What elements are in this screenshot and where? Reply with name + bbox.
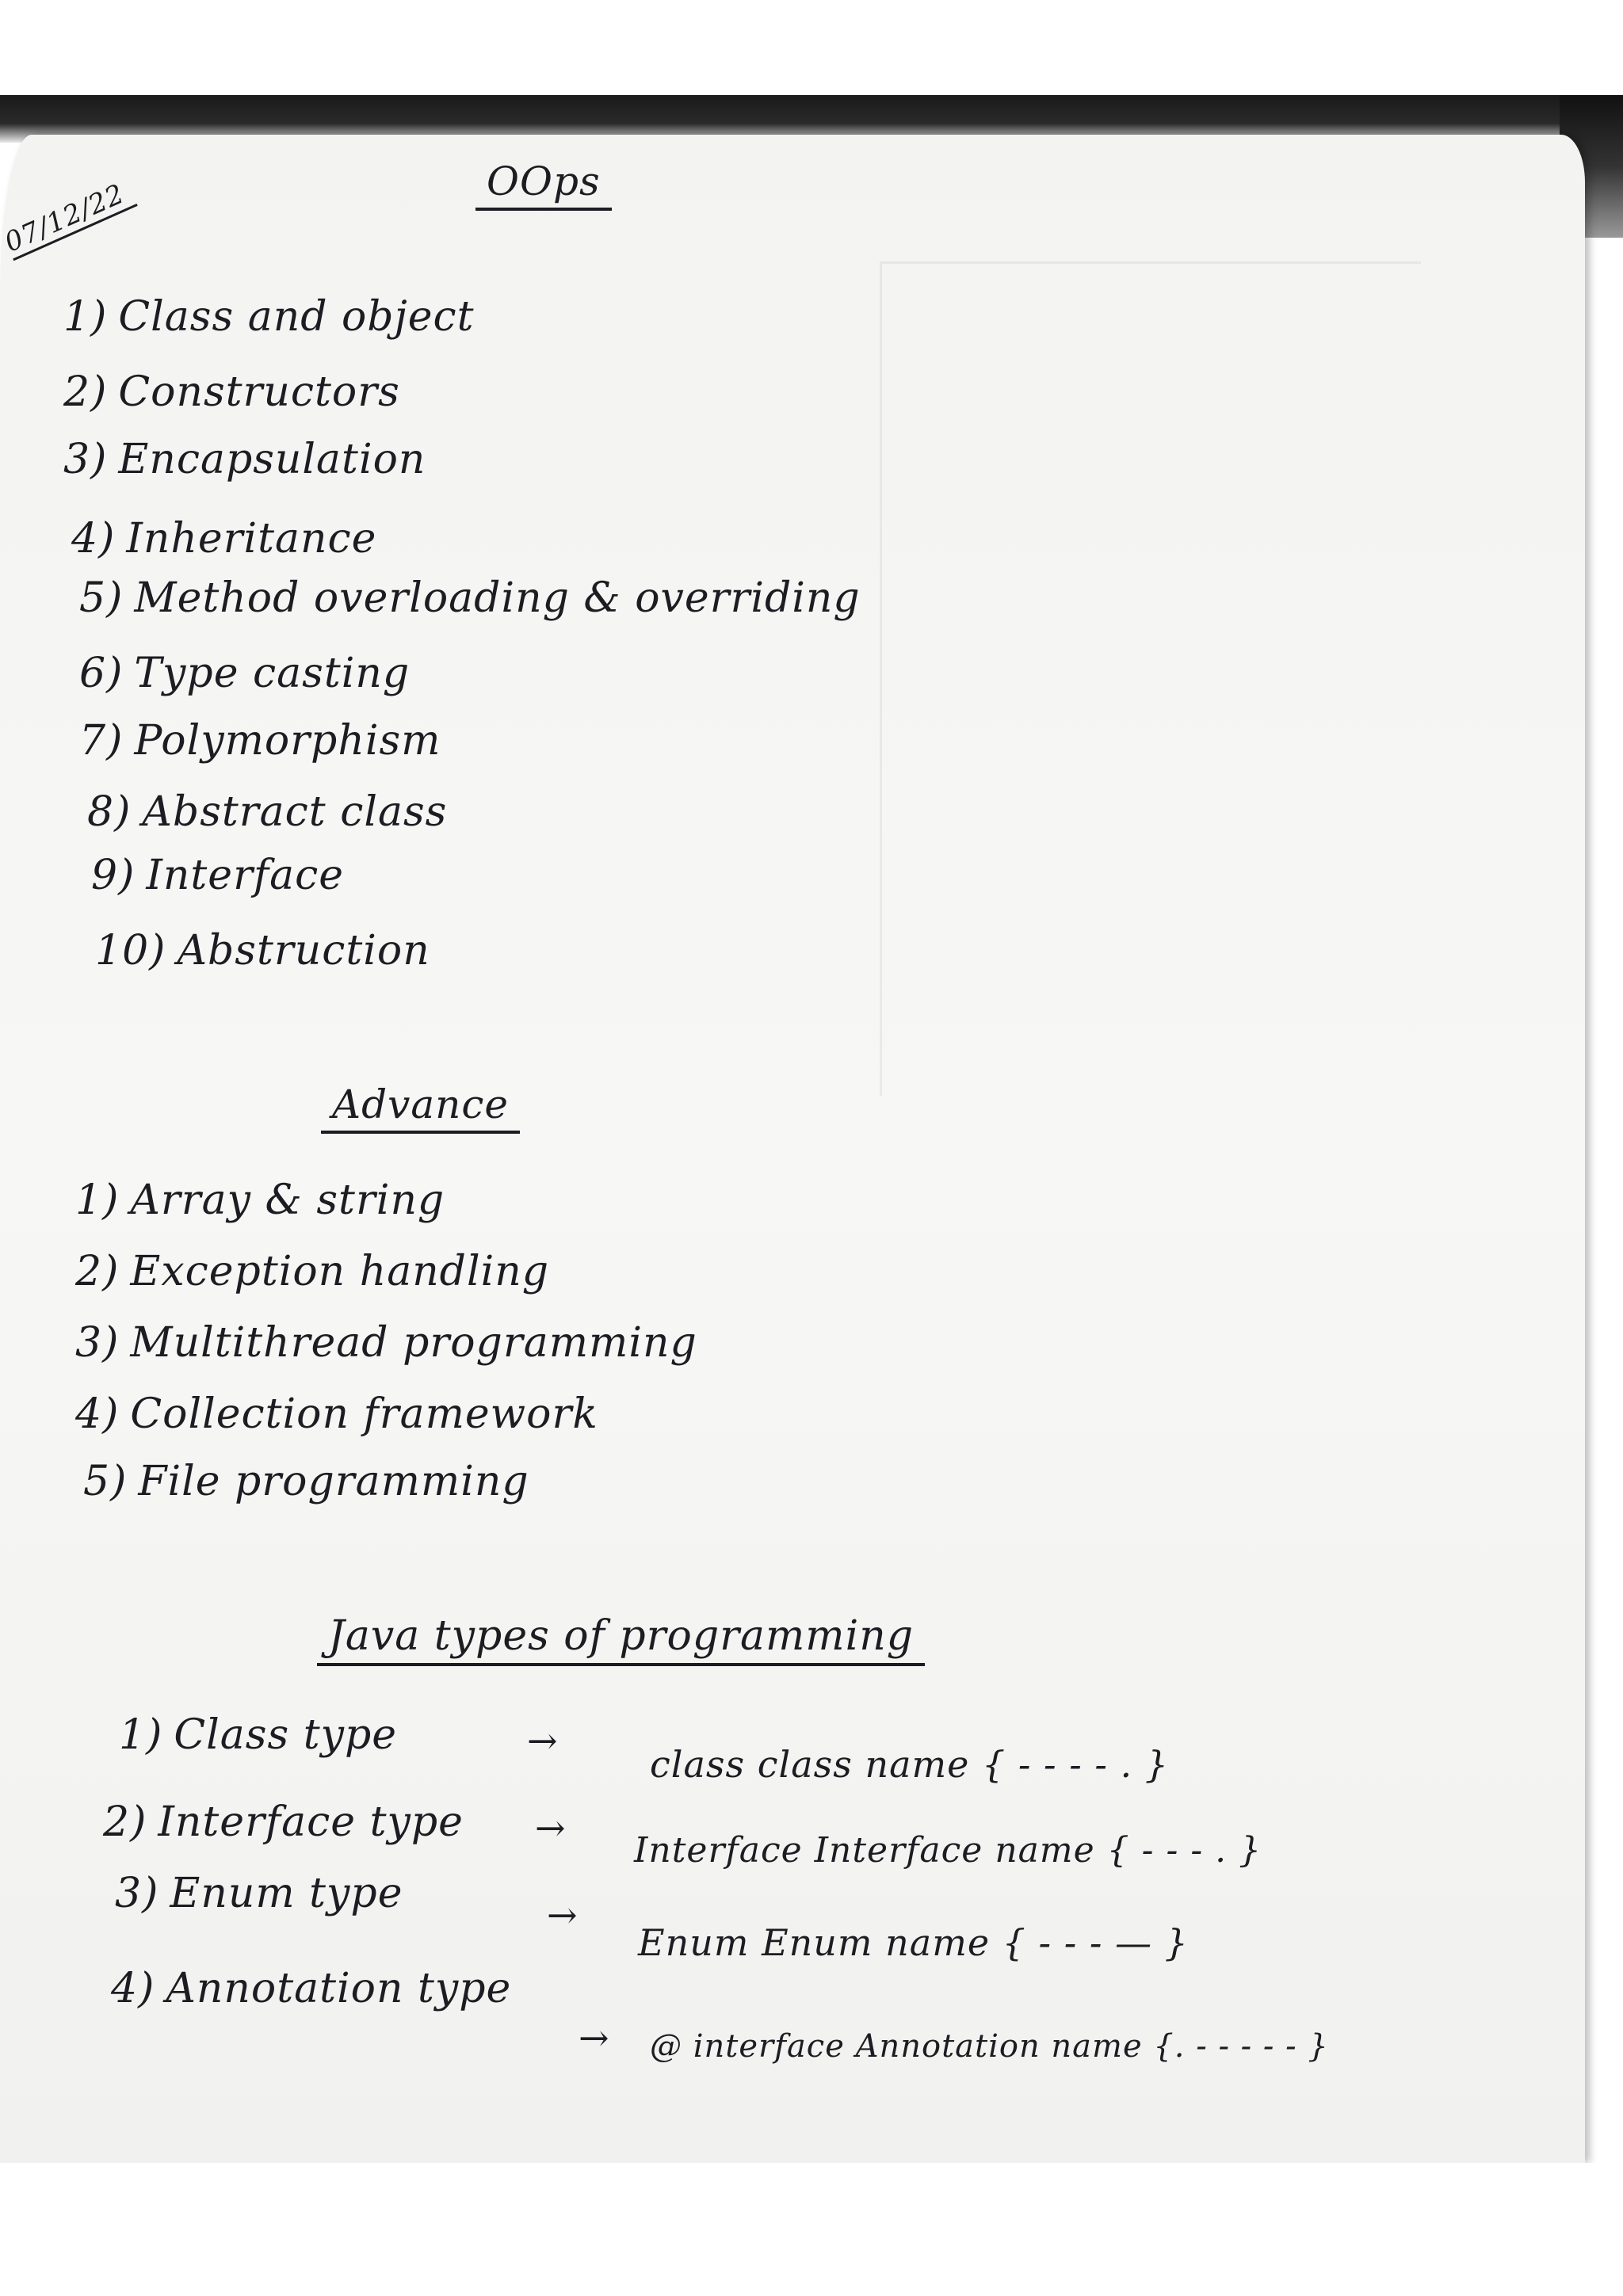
item-number: 6) — [79, 650, 124, 697]
list-item — [91, 852, 344, 899]
arrow-icon: → — [579, 2016, 610, 2059]
bleed-through-area — [880, 261, 1421, 1096]
row-syntax: class class name { - - - - . } — [650, 1743, 1170, 1786]
page-date: 07/12/22 — [0, 175, 137, 261]
table-row — [119, 1711, 397, 1759]
arrow-icon: → — [535, 1806, 567, 1849]
item-number: 5) — [83, 1458, 128, 1505]
java-types-heading: Java types of programming — [317, 1612, 925, 1666]
list-item — [79, 650, 410, 697]
item-number: 2) — [63, 368, 108, 416]
item-text: Encapsulation — [118, 436, 426, 483]
photo-background-top — [0, 0, 1623, 103]
list-item — [71, 515, 376, 563]
list-item — [75, 1319, 697, 1367]
row-label: Annotation type — [166, 1965, 512, 2012]
list-item — [75, 1248, 549, 1295]
item-number: 5) — [79, 574, 124, 622]
list-item — [95, 927, 430, 974]
row-number: 4) — [111, 1965, 155, 2012]
photo-background-bottom — [0, 2163, 1623, 2296]
item-text: Collection framework — [130, 1390, 598, 1438]
item-number: 8) — [87, 788, 132, 836]
list-item — [63, 436, 426, 483]
item-text: Abstract class — [142, 788, 448, 836]
item-number: 4) — [71, 515, 116, 563]
list-item — [79, 574, 861, 622]
item-number: 3) — [75, 1319, 120, 1367]
list-item — [75, 1177, 445, 1224]
list-item — [79, 717, 441, 765]
item-text: Multithread programming — [130, 1319, 697, 1367]
item-number: 2) — [75, 1248, 120, 1295]
list-item — [83, 1458, 529, 1505]
item-text: Method overloading & overriding — [134, 574, 861, 622]
item-number: 1) — [75, 1177, 120, 1224]
row-number: 1) — [119, 1711, 163, 1759]
item-text: Abstruction — [177, 927, 430, 974]
row-number: 2) — [103, 1798, 147, 1846]
table-row — [103, 1798, 464, 1846]
item-text: Class and object — [118, 293, 475, 341]
item-text: Exception handling — [130, 1248, 550, 1295]
row-syntax: @ interface Annotation name {. - - - - - } — [650, 2028, 1329, 2065]
row-label: Interface type — [158, 1798, 464, 1846]
table-row — [115, 1870, 403, 1917]
oops-heading: OOps — [475, 158, 612, 211]
item-text: Constructors — [118, 368, 400, 416]
table-row — [111, 1965, 511, 2012]
item-text: Polymorphism — [134, 717, 441, 765]
item-text: File programming — [138, 1458, 529, 1505]
list-item — [63, 293, 475, 341]
list-item — [75, 1390, 598, 1438]
row-number: 3) — [115, 1870, 159, 1917]
item-number: 3) — [63, 436, 108, 483]
row-label: Enum type — [170, 1870, 403, 1917]
item-number: 9) — [91, 852, 136, 899]
item-number: 10) — [95, 927, 166, 974]
arrow-icon: → — [547, 1894, 579, 1936]
row-syntax: Interface Interface name { - - - . } — [634, 1830, 1262, 1871]
row-syntax: Enum Enum name { - - - — } — [638, 1921, 1189, 1964]
item-number: 4) — [75, 1390, 120, 1438]
item-number: 7) — [79, 717, 124, 765]
advance-heading: Advance — [321, 1081, 520, 1134]
item-text: Array & string — [130, 1177, 445, 1224]
item-text: Type casting — [134, 650, 411, 697]
row-label: Class type — [174, 1711, 398, 1759]
list-item — [63, 368, 400, 416]
item-text: Interface — [146, 852, 345, 899]
arrow-icon: → — [527, 1719, 559, 1762]
item-text: Inheritance — [126, 515, 377, 563]
item-number: 1) — [63, 293, 108, 341]
list-item — [87, 788, 447, 836]
